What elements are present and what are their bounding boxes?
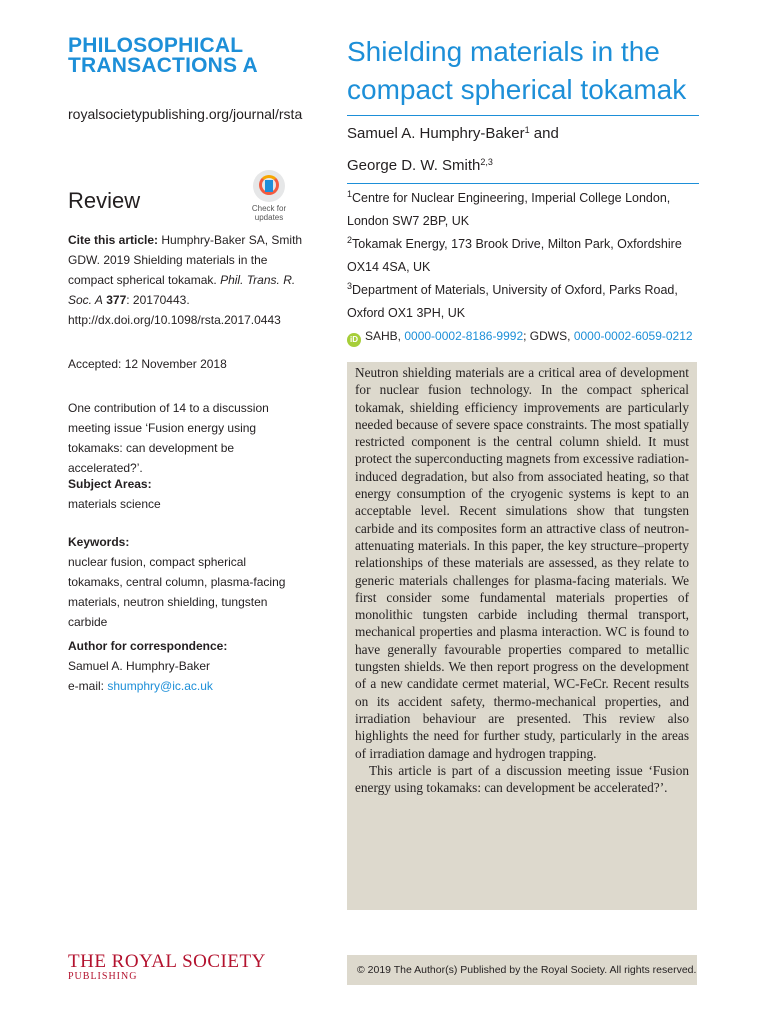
affiliation-3: $^3$Department of Materials, University of Oxford, Parks Road, Oxford OX1 3PH, UK: [347, 281, 678, 320]
author-2-affil: 2,3: [480, 157, 493, 167]
article-type: Review: [68, 188, 141, 213]
authors-rule: [347, 183, 699, 184]
orcid-gdws-link[interactable]: 0000-0002-6059-0212: [573, 329, 693, 343]
keywords-label: Keywords:: [68, 535, 130, 549]
check-updates-label-1: Check for: [251, 204, 287, 213]
author-2: George D. W. Smith: [347, 157, 481, 174]
contribution-note: One contribution of 14 to a discussion meeting issue ‘Fusion energy using tokamaks: can development be accelerated?’.: [68, 401, 269, 475]
check-updates-icon: [253, 170, 285, 202]
correspondence-name: Samuel A. Humphry-Baker: [68, 659, 211, 673]
check-for-updates-badge[interactable]: [243, 170, 295, 222]
publisher-name: THE ROYAL SOCIETY: [68, 951, 266, 972]
author-1: Samuel A. Humphry-Baker: [347, 125, 525, 142]
author-1-affil: 1: [524, 125, 530, 135]
cite-text: Humphry-Baker SA, Smith GDW. 2019 Shielding materials in the compact spherical tokamak.: [68, 233, 303, 287]
subject-areas: [68, 474, 303, 514]
affiliation-2: $^2$Tokamak Energy, 173 Brook Drive, Milton Park, Oxfordshire OX14 4SA, UK: [347, 235, 682, 274]
journal-name-line1: PHILOSOPHICAL: [68, 34, 244, 57]
check-updates-label-2: updates: [254, 213, 284, 222]
correspondence: [68, 636, 303, 696]
abstract-box: [347, 362, 697, 910]
accepted-date: Accepted: 12 November 2018: [68, 357, 227, 371]
subject-label: Subject Areas:: [68, 477, 152, 491]
orcid-sahb-label: SAHB,: [365, 329, 405, 343]
orcid-line: [347, 327, 703, 347]
authors: [347, 118, 707, 182]
journal-url[interactable]: royalsocietypublishing.org/journal/rsta: [68, 106, 303, 122]
royal-society-logo: [68, 953, 266, 983]
orcid-sahb-link[interactable]: 0000-0002-8186-9992: [404, 329, 524, 343]
publisher-sub: PUBLISHING: [68, 971, 138, 982]
journal-name-line2: TRANSACTIONS A: [68, 54, 258, 77]
cite-journal: Phil. Trans. R. Soc. A: [68, 273, 296, 307]
email-label: e-mail:: [68, 679, 108, 693]
orcid-icon: iD: [347, 333, 361, 347]
correspondence-label: Author for correspondence:: [68, 639, 228, 653]
orcid-gdws-label: ; GDWS,: [523, 329, 574, 343]
keywords: [68, 532, 303, 632]
abstract-paragraph-2: This article is part of a discussion meeting issue ‘Fusion energy using tokamaks: can development be accelerated?’.: [355, 762, 689, 796]
affiliation-1: $^1$Centre for Nuclear Engineering, Imperial College London, London SW7 2BP, UK: [347, 189, 671, 228]
cite-label: Cite this article:: [68, 233, 159, 247]
abstract-paragraph-1: Neutron shielding materials are a critical area of development for nuclear fusion technology. In the compact spherical tokamak, shielding efficiency improvements are particularly needed because of severe space constraints. The most spatially restricted component is the central column shield. It must protect the superconducting magnets from excessive radiation-induced degradation, but also from associated heating, so that energy consumption of the cryogenic systems is kept to an acceptable level. Recent simulations show that tungsten carbide and its composites form an attractive class of neutron-attenuating materials. In this paper, the key structure–property relationships of these materials are assessed, as they relate to generic materials challenges for plasma-facing materials. We first consider some fundamental materials properties of monolithic tungsten carbide including thermal transport, mechanical properties and plasma interaction. WC is found to have generally favourable properties compared to metallic tungsten shields. We then report progress on the development of a new candidate cermet material, WC-FeCr. Recent results on its accident safety, thermo-mechanical properties, and irradiation behaviour are presented. This review also highlights the need for further study, particularly in the areas of irradiation damage and hydrogen trapping.: [355, 365, 689, 761]
cite-pages: : 20170443.: [126, 293, 190, 307]
title-rule: [347, 115, 699, 116]
subject-value: materials science: [68, 497, 161, 511]
copyright-notice: © 2019 The Author(s) Published by the Royal Society. All rights reserved.: [347, 955, 697, 985]
journal-logo: [68, 36, 258, 76]
cite-doi[interactable]: http://dx.doi.org/10.1098/rsta.2017.0443: [68, 313, 281, 327]
author-and: and: [529, 125, 559, 142]
cite-this-article: [68, 230, 303, 330]
cite-volume: 377: [102, 293, 127, 307]
affiliations: [347, 187, 703, 325]
article-title: Shielding materials in the compact spherical tokamak: [347, 36, 687, 105]
keywords-value: nuclear fusion, compact spherical tokamaks, central column, plasma-facing materials, neutron shielding, tungsten carbide: [68, 555, 286, 629]
email-link[interactable]: shumphry@ic.ac.uk: [107, 679, 213, 693]
